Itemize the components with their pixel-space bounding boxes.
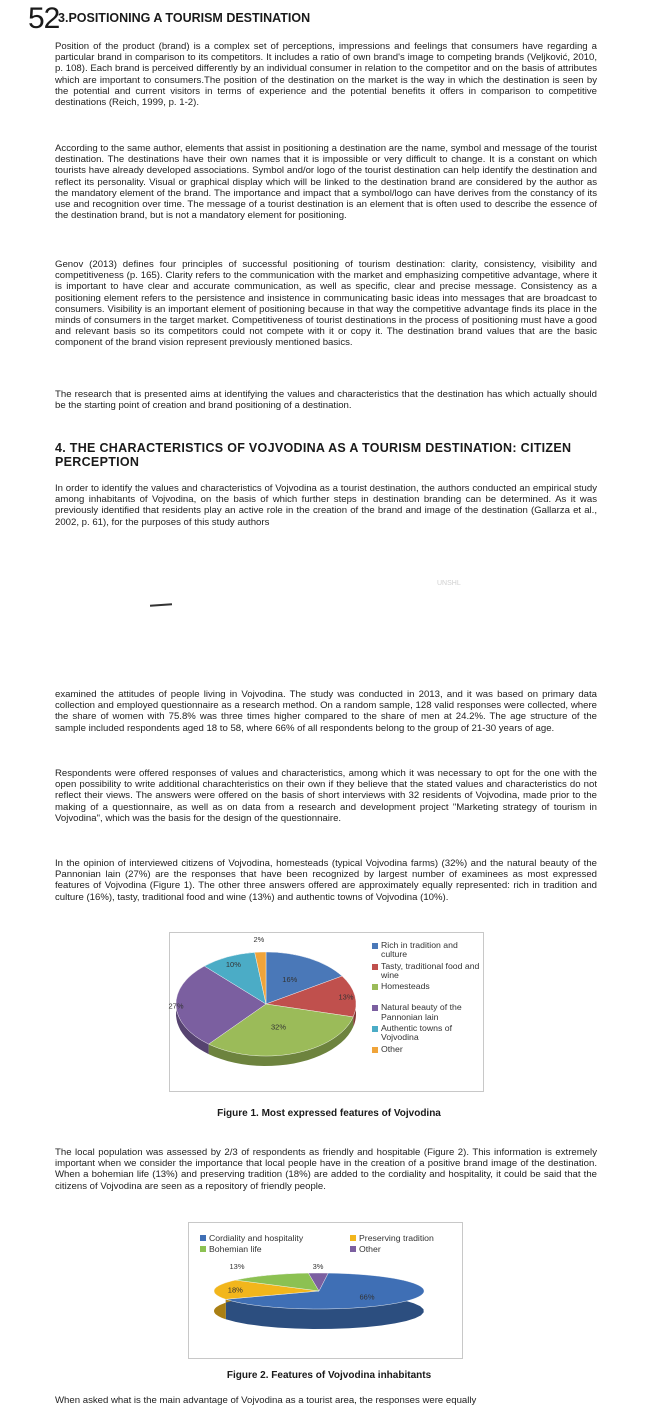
stray-mark	[150, 603, 172, 607]
fig1-label-1: 13%	[338, 992, 354, 1002]
fig2-legend-item	[200, 1244, 350, 1254]
fig1-legend-swatch	[372, 1026, 378, 1032]
fig1-legend-label: Other	[381, 1043, 403, 1054]
fig1-label-2: 32%	[270, 1022, 287, 1032]
fig1-slices	[176, 952, 356, 1066]
fig2-legend-item	[200, 1233, 350, 1243]
paragraph-elements: According to the same author, elements that assist in positioning a destination are the name, symbol and message of the tourist destination. The destinations have their own names that it is impossible or very difficult to change. It is a constant on which tourists have already developed associations. Symbol and/or logo of the tourist destination can help identify the destination and reflect its personality. Visual or graphical display which will be linked to the destination brand are considered by the author as the mandatory element of the brand. The importance and impact that a symbol/logo can have derives from the constancy of its use and recognition over time. The message of a tourist destination is an element that is often used to describe the essence of the destination brand, but is not a mandatory element for positioning.	[55, 143, 597, 222]
fig1-legend-item	[372, 1045, 482, 1054]
paragraph-study-method: examined the attitudes of people living in Vojvodina. The study was conducted in 2013, and it was based on primary data collection and employed questionnaire as a research method. On a random sample, 128 valid responses were collected, where the share of women with 75.8% was three times higher compared to the share of men at 24.2%. The age structure of the sample included respondents aged 18 to 58, where 66% of all respondents belong to the group of 21-30 years of age.	[55, 689, 597, 734]
fig1-legend-label: Homesteads	[381, 981, 430, 992]
fig2-legend-swatch	[200, 1246, 206, 1252]
paragraph-study-intro: In order to identify the values and characteristics of Vojvodina as a tourist destination, the authors conducted an empirical study among inhabitants of Vojvodina, on the basis of which further steps in destination branding can be determined. As it was previously identified that residents play an active role in the creation of the brand and image of the destination (Gallarza et al., 2002, p. 61), for the purposes of this study authors	[55, 483, 597, 528]
fig2-label-3: 3%	[312, 1261, 324, 1271]
fig1-legend-item	[372, 982, 482, 991]
fig1-legend-label: Authentic towns of Vojvodina	[381, 1023, 452, 1043]
page-number: 52	[28, 2, 60, 35]
paragraph-respondents: Respondents were offered responses of values and characteristics, among which it was necessary to opt for the one with the open possibility to write additional charachteristics on their own if they believe that the stated values and characteristics do not reflect their views. The answers were offered on the basis of short interviews with 32 residents of Vojvodina, made prior to the making of a questionnaire, as well as on data from a research and development project "Marketing strategy of tourism in Vojvodina", which was the basis for the design of the questionnaire.	[55, 768, 597, 824]
fig1-legend-swatch	[372, 1047, 378, 1053]
fig1-legend-swatch	[372, 943, 378, 949]
paragraph-positioning: Position of the product (brand) is a complex set of perceptions, impressions and feelings that consumers have regarding a particular brand in comparison to its competitors. It includes a ratio of own brand's image to competing brands (Veljković, 2010, p. 108). Each brand is perceived differently by an individual consumer in relation to the competitor and on the basis of attributes which are important to consumers.The position of the destination on the market is the way in which the destination is seen by the potential and current visitors in terms of experience and the potential benefits it offers in comparison to competitive destinations (Reich, 1999, p. 1-2).	[55, 41, 597, 109]
fig1-label-5: 2%	[253, 935, 265, 945]
figure-1-legend	[372, 941, 482, 1054]
fig2-legend-item	[350, 1233, 450, 1243]
figure-1-pie-chart	[170, 933, 370, 1089]
fig1-label-3: 27%	[168, 1001, 184, 1011]
fig1-legend-item	[372, 1024, 482, 1043]
paragraph-opinion: In the opinion of interviewed citizens of Vojvodina, homesteads (typical Vojvodina farms) (32%) and the natural beauty of the Pannonian lain (27%) are the responses that have been recognized by largest number of examinees as most expressed features of Vojvodina (Figure 1). The other three answers offered are approximately equally represented: rich in tradition and culture (16%), tasty, traditional food and wine (13%) and authentic towns of Vojvodina (10%).	[55, 858, 597, 903]
paragraph-local-population: The local population was assessed by 2/3 of respondents as friendly and hospitable (Figure 2). This information is extremely important when we consider the importance that local people have in the creation of a positive brand image of the destination. When a bohemian life (13%) and preserving tradition (18%) are added to the cordiality and hospitality, it could be said that the citizens of Vojvodina are seen as a repository of friendly people.	[55, 1147, 597, 1192]
fig1-legend-item	[372, 962, 482, 981]
section-prefix: 3.	[58, 11, 69, 25]
section-title	[58, 11, 310, 25]
fig2-legend-label: Cordiality and hospitality	[209, 1233, 304, 1243]
figure-2-legend	[200, 1233, 450, 1254]
paragraph-main-advantage: When asked what is the main advantage of Vojvodina as a tourist area, the responses were equally	[55, 1395, 477, 1406]
figure-2-pie-chart	[189, 1258, 460, 1356]
fig1-label-4: 10%	[225, 960, 241, 969]
figure-2-caption: Figure 2. Features of Vojvodina inhabitants	[226, 1370, 432, 1381]
fig2-slices	[214, 1273, 424, 1329]
fig2-legend-label: Preserving tradition	[359, 1233, 434, 1243]
paragraph-research-aim: The research that is presented aims at identifying the values and characteristics that the destination has which actually should be the starting point of creation and brand positioning of a destination.	[55, 389, 597, 412]
faint-watermark: UNSHL	[437, 580, 461, 587]
section-4-heading: 4. THE CHARACTERISTICS OF VOJVODINA AS A TOURISM DESTINATION: CITIZEN PERCEPTION	[55, 441, 572, 469]
fig2-legend-label: Other	[359, 1244, 381, 1254]
fig1-legend-swatch	[372, 984, 378, 990]
paragraph-genov: Genov (2013) defines four principles of successful positioning of tourism destination: clarity, consistency, visibility and competitiveness (p. 165). Clarity refers to the communication with the market and emphasizing competitive advantage, where it is important to have clear and accurate communication, as well as specific, clear and precise message. Consistency as a positioning element refers to the persistence and insistence in communicating basic ideas into messages that are broadcast to consumers. Visibility is an important element of positioning because in that way the competitive advantage finds its place in the minds of consumers in the target market. Competitiveness of tourist destinations in the process of positioning must have a good and relevant basis so its competitors could not compete with it or copy it. The destination brand values that are the basic component of the brand vision represent previously mentioned basics.	[55, 259, 597, 349]
fig1-legend-swatch	[372, 1005, 378, 1011]
fig1-legend-label: Rich in tradition and culture	[381, 940, 458, 960]
fig1-label-0: 16%	[282, 974, 298, 984]
fig2-legend-item	[350, 1244, 450, 1254]
fig2-legend-swatch	[350, 1246, 356, 1252]
fig1-legend-swatch	[372, 964, 378, 970]
fig1-legend-label: Natural beauty of the Pannonian lain	[381, 1002, 462, 1022]
fig2-label-2: 13%	[229, 1261, 245, 1271]
fig2-legend-swatch	[200, 1235, 206, 1241]
fig2-legend-label: Bohemian life	[209, 1244, 262, 1254]
fig1-legend-item	[372, 1003, 482, 1022]
section-title-text: POSITIONING A TOURISM DESTINATION	[68, 11, 311, 25]
figure-1-caption: Figure 1. Most expressed features of Vojvodina	[217, 1108, 441, 1119]
fig2-legend-swatch	[350, 1235, 356, 1241]
fig1-legend-item	[372, 941, 482, 960]
fig2-label-0: 66%	[359, 1292, 375, 1302]
fig2-label-1: 18%	[227, 1285, 243, 1295]
fig1-legend-label: Tasty, traditional food and wine	[381, 960, 480, 980]
